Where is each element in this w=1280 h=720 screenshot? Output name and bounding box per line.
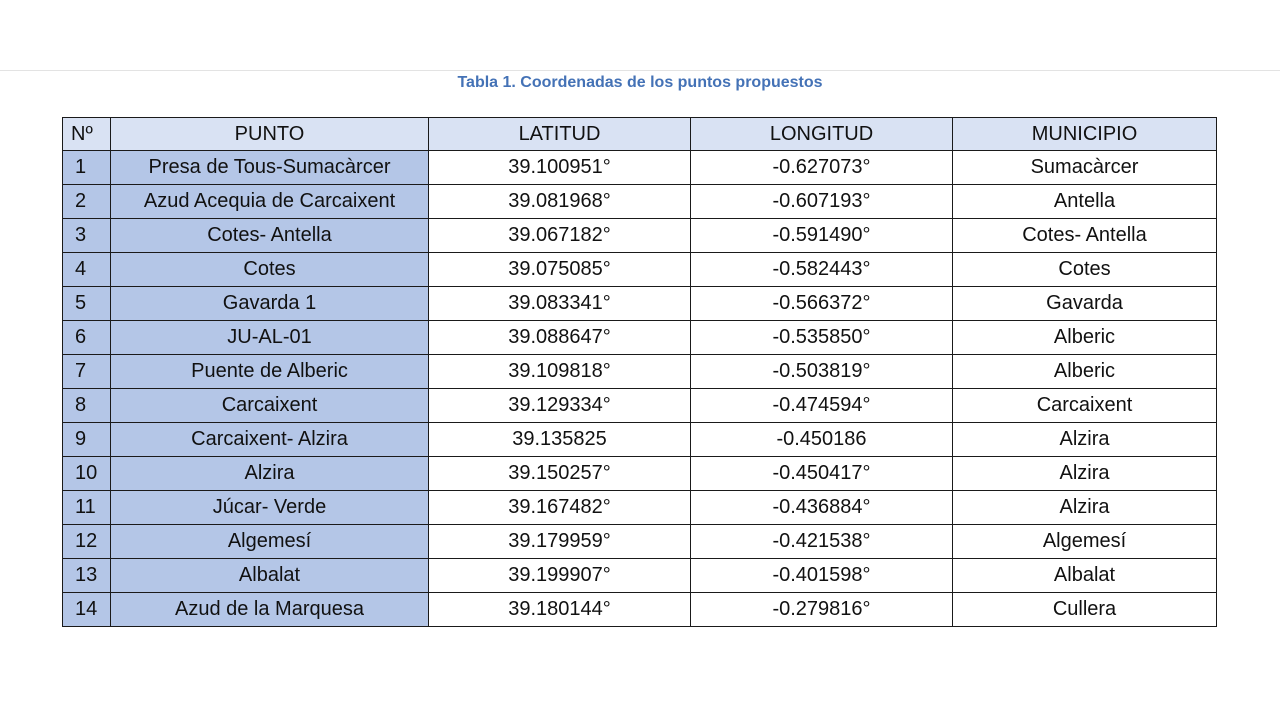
table-row xyxy=(63,219,1217,253)
table-caption: Tabla 1. Coordenadas de los puntos propuestos xyxy=(457,74,823,91)
cell-longitud: -0.607193° xyxy=(691,185,953,219)
header-longitud: LONGITUD xyxy=(691,118,953,151)
table-row xyxy=(63,185,1217,219)
cell-municipio: Antella xyxy=(953,185,1217,219)
table-row xyxy=(63,287,1217,321)
cell-punto: Júcar- Verde xyxy=(111,491,429,525)
header-latitud: LATITUD xyxy=(429,118,691,151)
cell-latitud: 39.075085° xyxy=(429,253,691,287)
cell-latitud: 39.067182° xyxy=(429,219,691,253)
table-header-row xyxy=(63,118,1217,151)
cell-num: 11 xyxy=(63,491,111,525)
table-row xyxy=(63,559,1217,593)
table-row xyxy=(63,525,1217,559)
cell-longitud: -0.436884° xyxy=(691,491,953,525)
cell-punto: Cotes xyxy=(111,253,429,287)
cell-longitud: -0.401598° xyxy=(691,559,953,593)
cell-punto: JU-AL-01 xyxy=(111,321,429,355)
cell-num: 2 xyxy=(63,185,111,219)
cell-punto: Algemesí xyxy=(111,525,429,559)
cell-punto: Carcaixent- Alzira xyxy=(111,423,429,457)
table-row xyxy=(63,321,1217,355)
cell-latitud: 39.088647° xyxy=(429,321,691,355)
cell-longitud: -0.279816° xyxy=(691,593,953,627)
cell-longitud: -0.591490° xyxy=(691,219,953,253)
cell-municipio: Alzira xyxy=(953,423,1217,457)
table-row xyxy=(63,457,1217,491)
cell-longitud: -0.535850° xyxy=(691,321,953,355)
cell-latitud: 39.100951° xyxy=(429,151,691,185)
cell-municipio: Cotes- Antella xyxy=(953,219,1217,253)
cell-punto: Presa de Tous-Sumacàrcer xyxy=(111,151,429,185)
header-punto: PUNTO xyxy=(111,118,429,151)
cell-municipio: Albalat xyxy=(953,559,1217,593)
table-row xyxy=(63,355,1217,389)
cell-longitud: -0.421538° xyxy=(691,525,953,559)
cell-latitud: 39.179959° xyxy=(429,525,691,559)
cell-latitud: 39.129334° xyxy=(429,389,691,423)
header-municipio: MUNICIPIO xyxy=(953,118,1217,151)
cell-municipio: Alzira xyxy=(953,457,1217,491)
cell-longitud: -0.474594° xyxy=(691,389,953,423)
cell-num: 13 xyxy=(63,559,111,593)
table-row xyxy=(63,593,1217,627)
table-row xyxy=(63,253,1217,287)
header-num: Nº xyxy=(63,118,111,151)
cell-longitud: -0.566372° xyxy=(691,287,953,321)
cell-latitud: 39.083341° xyxy=(429,287,691,321)
cell-num: 8 xyxy=(63,389,111,423)
cell-punto: Gavarda 1 xyxy=(111,287,429,321)
cell-longitud: -0.450417° xyxy=(691,457,953,491)
cell-municipio: Alberic xyxy=(953,321,1217,355)
table-row xyxy=(63,389,1217,423)
page-divider xyxy=(0,70,1280,71)
table-row xyxy=(63,491,1217,525)
cell-latitud: 39.167482° xyxy=(429,491,691,525)
cell-longitud: -0.582443° xyxy=(691,253,953,287)
cell-latitud: 39.135825 xyxy=(429,423,691,457)
cell-num: 9 xyxy=(63,423,111,457)
cell-municipio: Cotes xyxy=(953,253,1217,287)
cell-num: 10 xyxy=(63,457,111,491)
cell-punto: Albalat xyxy=(111,559,429,593)
table-row xyxy=(63,151,1217,185)
cell-num: 6 xyxy=(63,321,111,355)
cell-punto: Azud de la Marquesa xyxy=(111,593,429,627)
cell-municipio: Gavarda xyxy=(953,287,1217,321)
cell-longitud: -0.503819° xyxy=(691,355,953,389)
cell-num: 4 xyxy=(63,253,111,287)
cell-longitud: -0.450186 xyxy=(691,423,953,457)
cell-municipio: Cullera xyxy=(953,593,1217,627)
cell-latitud: 39.180144° xyxy=(429,593,691,627)
cell-punto: Azud Acequia de Carcaixent xyxy=(111,185,429,219)
cell-num: 7 xyxy=(63,355,111,389)
cell-num: 1 xyxy=(63,151,111,185)
cell-punto: Carcaixent xyxy=(111,389,429,423)
cell-num: 14 xyxy=(63,593,111,627)
cell-num: 12 xyxy=(63,525,111,559)
cell-punto: Puente de Alberic xyxy=(111,355,429,389)
cell-longitud: -0.627073° xyxy=(691,151,953,185)
cell-municipio: Alberic xyxy=(953,355,1217,389)
cell-municipio: Alzira xyxy=(953,491,1217,525)
cell-latitud: 39.109818° xyxy=(429,355,691,389)
cell-punto: Alzira xyxy=(111,457,429,491)
cell-municipio: Algemesí xyxy=(953,525,1217,559)
cell-latitud: 39.150257° xyxy=(429,457,691,491)
cell-latitud: 39.081968° xyxy=(429,185,691,219)
cell-punto: Cotes- Antella xyxy=(111,219,429,253)
table-body xyxy=(63,151,1217,627)
cell-latitud: 39.199907° xyxy=(429,559,691,593)
cell-municipio: Sumacàrcer xyxy=(953,151,1217,185)
cell-num: 3 xyxy=(63,219,111,253)
table-row xyxy=(63,423,1217,457)
cell-municipio: Carcaixent xyxy=(953,389,1217,423)
coordinates-table xyxy=(62,117,1217,627)
cell-num: 5 xyxy=(63,287,111,321)
